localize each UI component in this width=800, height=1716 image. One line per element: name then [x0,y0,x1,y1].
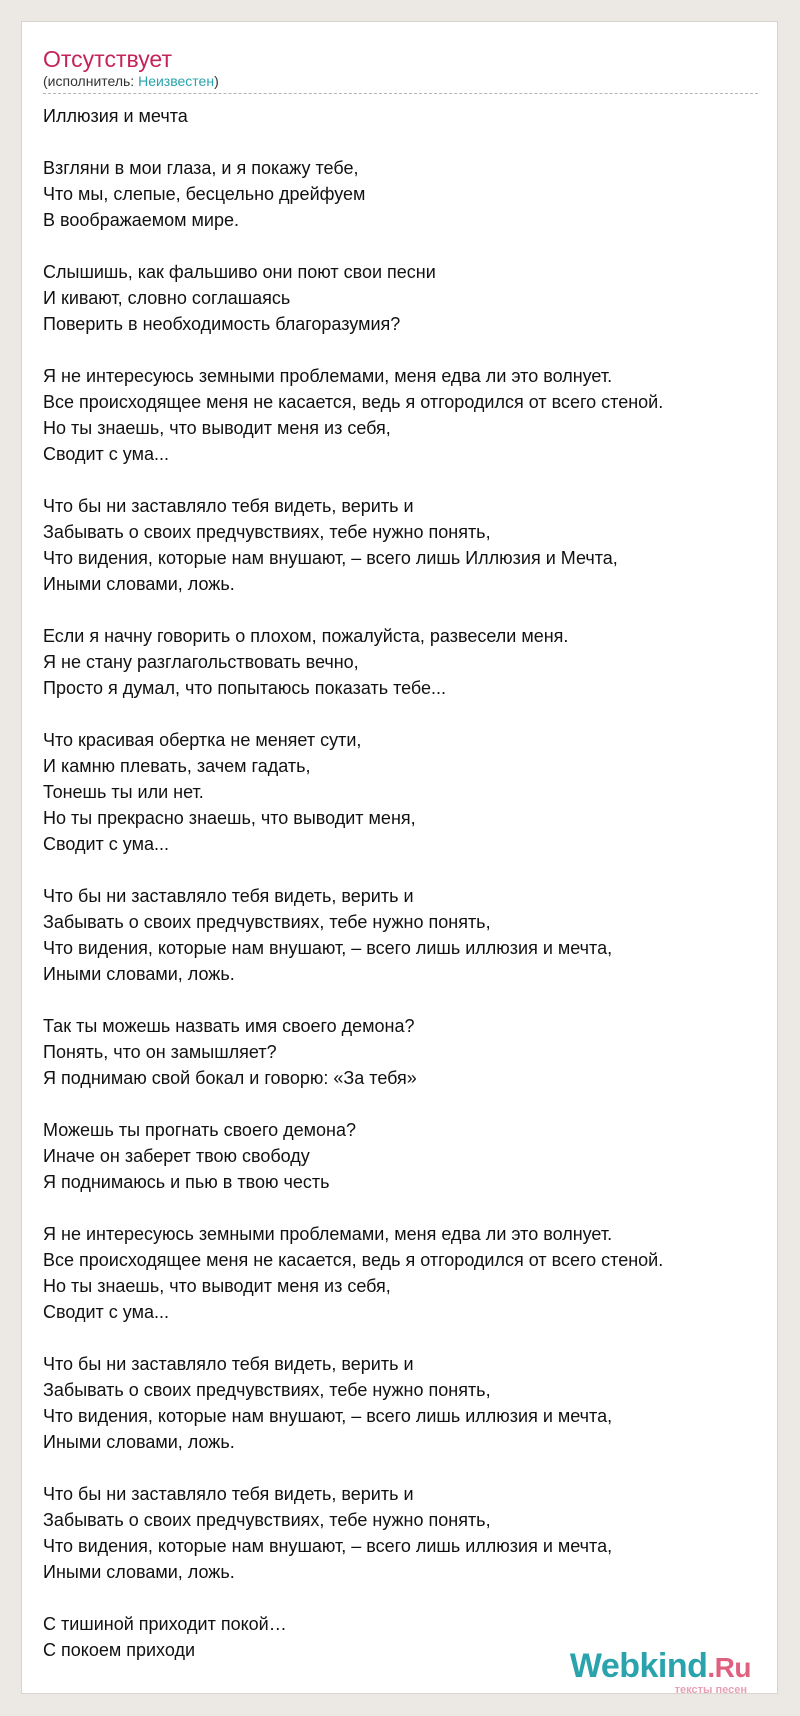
lyric-line: Тонешь ты или нет. [43,782,204,802]
lyric-line: Что видения, которые нам внушают, – всего лишь иллюзия и мечта, [43,1406,613,1426]
lyric-line: Что бы ни заставляло тебя видеть, верить и [43,1484,414,1504]
stanza [43,259,768,337]
lyric-line: Все происходящее меня не касается, ведь я отгородился от всего стеной. [43,1250,664,1270]
lyric-line: Но ты прекрасно знаешь, что выводит меня, [43,808,416,828]
stanza [43,1351,768,1455]
lyric-line: Забывать о своих предчувствиях, тебе нужно понять, [43,912,491,932]
lyric-line: Забывать о своих предчувствиях, тебе нужно понять, [43,1380,491,1400]
lyric-line: Я не интересуюсь земными проблемами, меня едва ли это волнует. [43,366,613,386]
title-divider [43,93,758,94]
stanza [43,363,768,467]
lyric-line: Я не интересуюсь земными проблемами, меня едва ли это волнует. [43,1224,613,1244]
lyric-line: Я поднимаюсь и пью в твою честь [43,1172,330,1192]
lyric-line: Поверить в необходимость благоразумия? [43,314,401,334]
lyric-line: Но ты знаешь, что выводит меня из себя, [43,418,391,438]
lyric-line: Что бы ни заставляло тебя видеть, верить и [43,886,414,906]
logo-tagline: тексты песен [674,1684,747,1696]
lyric-line: Сводит с ума... [43,834,169,854]
lyric-line: Иными словами, ложь. [43,1562,235,1582]
lyric-line: Что мы, слепые, бесцельно дрейфуем [43,184,366,204]
lyric-line: Забывать о своих предчувствиях, тебе нужно понять, [43,1510,491,1530]
lyric-line: Что видения, которые нам внушают, – всего лишь иллюзия и мечта, [43,938,613,958]
lyric-line: Что видения, которые нам внушают, – всего лишь Иллюзия и Мечта, [43,548,618,568]
stanza [43,493,768,597]
stanza [43,1117,768,1195]
lyric-line: С тишиной приходит покой… [43,1614,287,1634]
logo-wordmark: Webkind.Ru [569,1647,751,1685]
lyric-line: Взгляни в мои глаза, и я покажу тебе, [43,158,359,178]
lyric-line: Иными словами, ложь. [43,1432,235,1452]
lyric-line: Иными словами, ложь. [43,964,235,984]
lyrics-heading: Иллюзия и мечта [43,106,188,126]
lyric-line: Просто я думал, что попытаюсь показать тебе... [43,678,447,698]
stanza [43,1221,768,1325]
lyric-line: С покоем приходи [43,1640,196,1660]
stanza [43,155,768,233]
lyric-line: Забывать о своих предчувствиях, тебе нужно понять, [43,522,491,542]
lyric-line: Слышишь, как фальшиво они поют свои песни [43,262,436,282]
lyric-line: Что видения, которые нам внушают, – всего лишь иллюзия и мечта, [43,1536,613,1556]
lyric-line: Все происходящее меня не касается, ведь я отгородился от всего стеной. [43,392,664,412]
lyrics-heading-block [43,103,768,129]
lyric-line: Можешь ты прогнать своего демона? [43,1120,356,1140]
lyric-line: Если я начну говорить о плохом, пожалуйста, развесели меня. [43,626,569,646]
lyric-line: Что бы ни заставляло тебя видеть, верить и [43,496,414,516]
lyrics-text [43,103,768,1689]
artist-prefix: (исполнитель: [43,73,139,89]
stanza [43,1481,768,1585]
lyric-line: И кивают, словно соглашаясь [43,288,291,308]
stanza-list [43,155,768,1663]
lyric-line: Сводит с ума... [43,1302,169,1322]
stanza [43,727,768,857]
artist-link[interactable]: Неизвестен [138,73,215,89]
lyric-line: Иными словами, ложь. [43,574,235,594]
artist-line [43,72,219,90]
lyric-line: Сводит с ума... [43,444,169,464]
stanza [43,623,768,701]
lyric-line: В воображаемом мире. [43,210,239,230]
stanza [43,883,768,987]
lyric-line: И камню плевать, зачем гадать, [43,756,311,776]
lyric-line: Иначе он заберет твою свободу [43,1146,310,1166]
lyric-line: Что бы ни заставляло тебя видеть, верить и [43,1354,414,1374]
lyric-line: Я поднимаю свой бокал и говорю: «За тебя» [43,1068,417,1088]
song-title: Отсутствует [43,46,172,72]
lyric-line: Что красивая обертка не меняет сути, [43,730,362,750]
stanza [43,1013,768,1091]
webkind-logo [551,1646,751,1698]
lyric-line: Но ты знаешь, что выводит меня из себя, [43,1276,391,1296]
artist-suffix: ) [214,73,219,89]
lyrics-card [21,21,778,1694]
lyric-line: Понять, что он замышляет? [43,1042,277,1062]
lyric-line: Я не стану разглагольствовать вечно, [43,652,359,672]
lyric-line: Так ты можешь назвать имя своего демона? [43,1016,415,1036]
